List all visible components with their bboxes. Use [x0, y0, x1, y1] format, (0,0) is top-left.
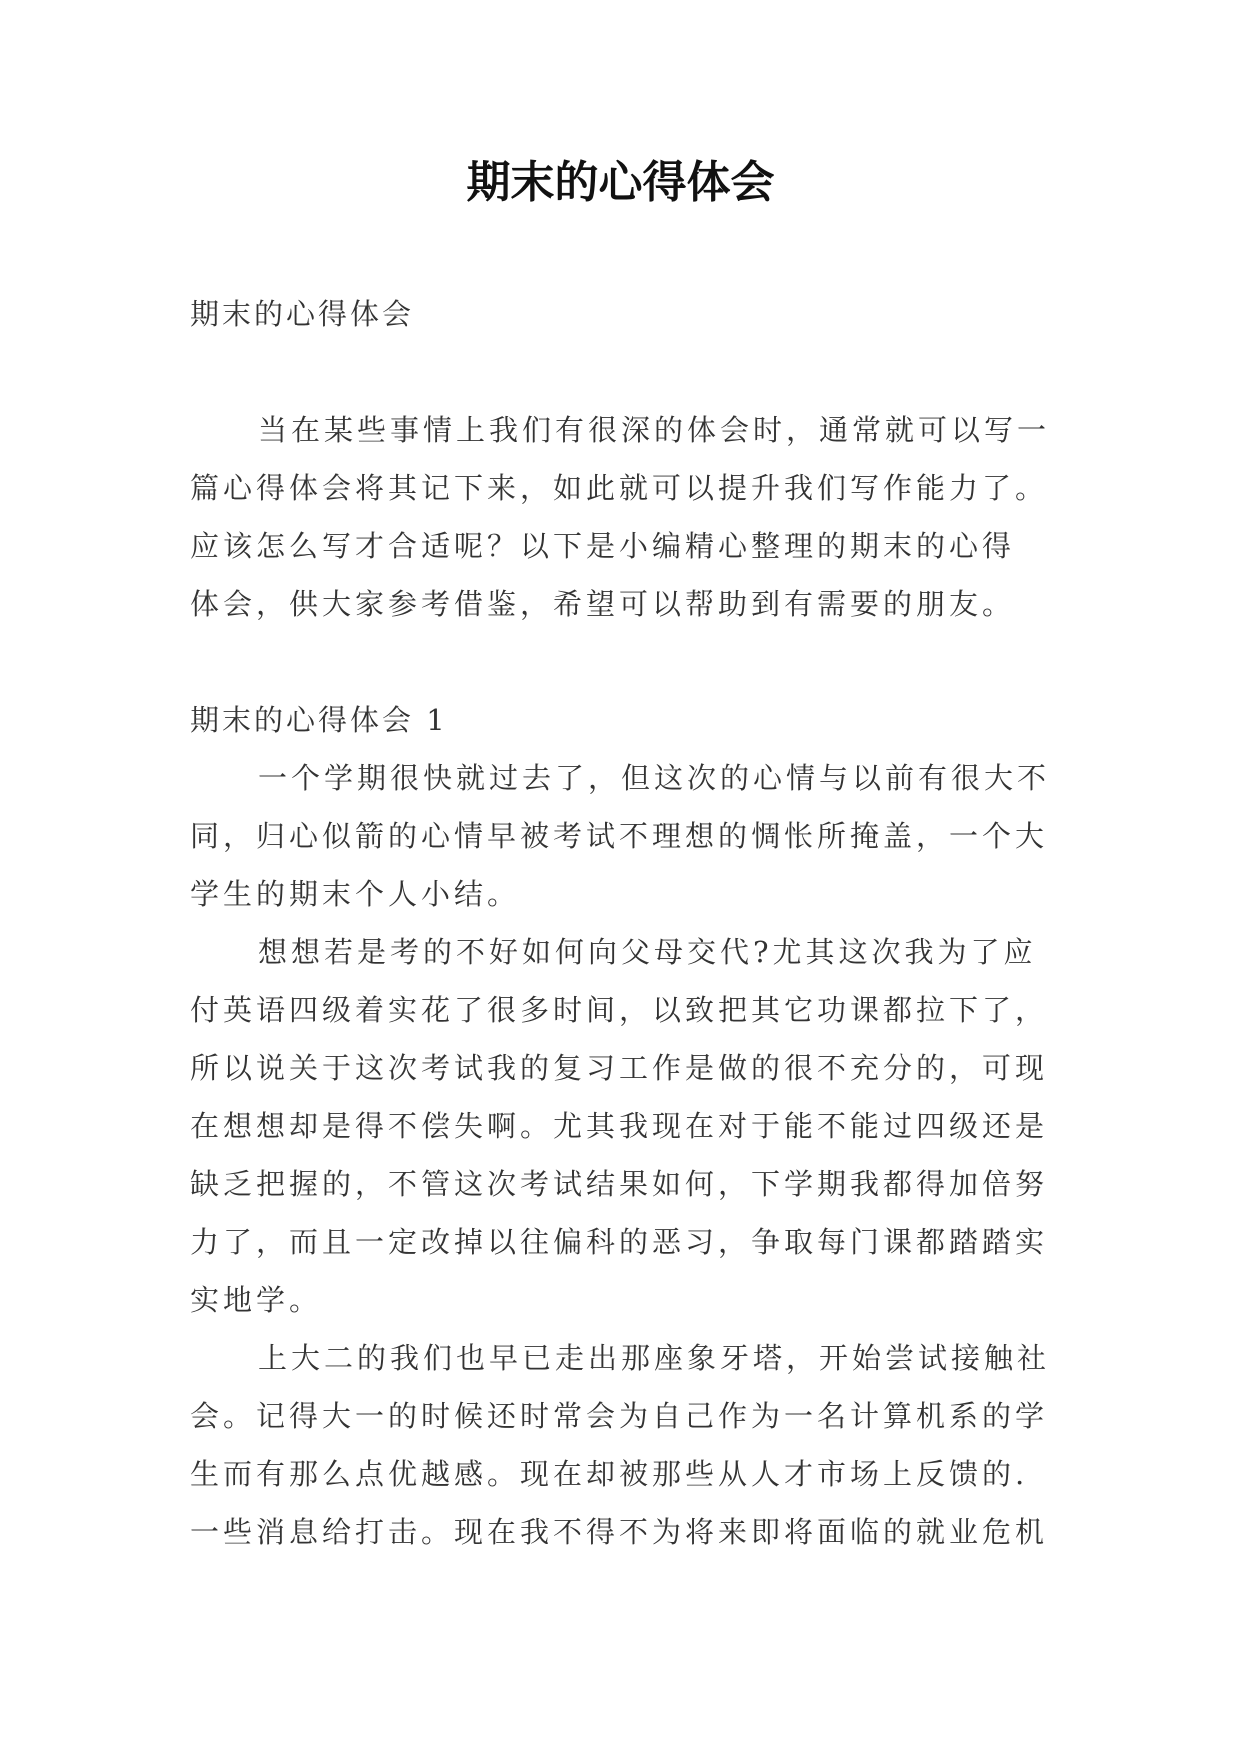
paragraph-line: 所以说关于这次考试我的复习工作是做的很不充分的，可现: [190, 1051, 1049, 1085]
paragraph-line: 实地学。: [190, 1283, 323, 1317]
paragraph-line: 一个学期很快就过去了，但这次的心情与以前有很大不: [258, 761, 1051, 795]
document-body: [190, 285, 1070, 1561]
intro-paragraph: [190, 401, 1070, 633]
paragraph-line: 想想若是考的不好如何向父母交代?尤其这次我为了应: [258, 935, 1037, 969]
paragraph-line: 一些消息给打击。现在我不得不为将来即将面临的就业危机: [190, 1515, 1049, 1549]
paragraph-2: [190, 923, 1070, 1329]
document-subtitle: 期末的心得体会: [190, 297, 415, 331]
paragraph-line: 缺乏把握的，不管这次考试结果如何，下学期我都得加倍努: [190, 1167, 1049, 1201]
section-heading: 期末的心得体会 1: [190, 703, 448, 737]
paragraph-line: 付英语四级着实花了很多时间，以致把其它功课都拉下了，: [190, 993, 1049, 1027]
paragraph-line: 应该怎么写才合适呢？以下是小编精心整理的期末的心得: [190, 529, 1016, 563]
paragraph-line: 力了，而且一定改掉以往偏科的恶习，争取每门课都踏踏实: [190, 1225, 1049, 1259]
paragraph-line: 学生的期末个人小结。: [190, 877, 521, 911]
paragraph-line: 体会，供大家参考借鉴，希望可以帮助到有需要的朋友。: [190, 587, 1016, 621]
spacer: [190, 633, 1070, 691]
spacer: [190, 343, 1070, 401]
paragraph-line: 当在某些事情上我们有很深的体会时，通常就可以写一: [258, 413, 1051, 447]
paragraph-line: 篇心得体会将其记下来，如此就可以提升我们写作能力了。: [190, 471, 1049, 505]
paragraph-line: 同，归心似箭的心情早被考试不理想的惆怅所掩盖，一个大: [190, 819, 1049, 853]
paragraph-line: 生而有那么点优越感。现在却被那些从人才市场上反馈的.: [190, 1457, 1029, 1491]
document-title: 期末的心得体会: [466, 157, 775, 208]
paragraph-line: 上大二的我们也早已走出那座象牙塔，开始尝试接触社: [258, 1341, 1051, 1375]
paragraph-line: 在想想却是得不偿失啊。尤其我现在对于能不能过四级还是: [190, 1109, 1049, 1143]
paragraph-1: [190, 749, 1070, 923]
paragraph-3: [190, 1329, 1070, 1561]
paragraph-line: 会。记得大一的时候还时常会为自己作为一名计算机系的学: [190, 1399, 1049, 1433]
